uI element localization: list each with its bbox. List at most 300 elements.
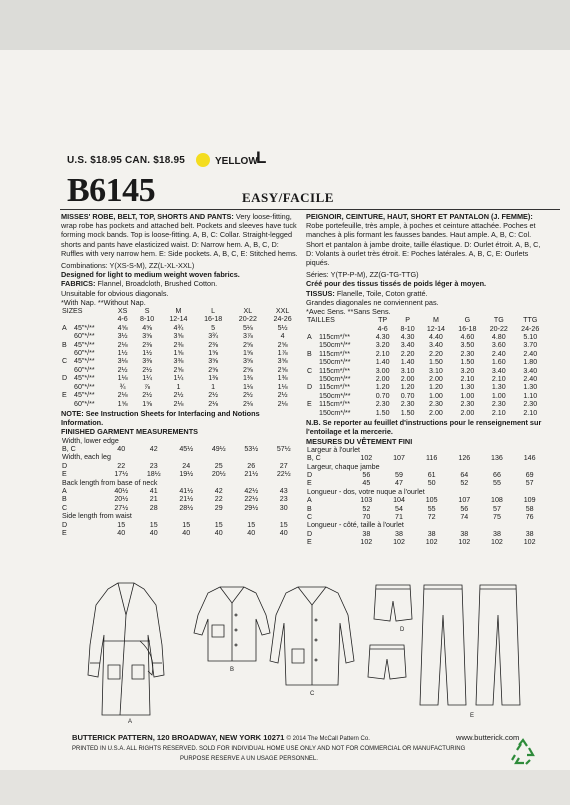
french-finished-title: MESURES DU VÊTEMENT FINI xyxy=(306,436,413,446)
yardage-row xyxy=(306,383,546,391)
fabric-width: 150cm*/** xyxy=(319,341,351,350)
yardage-cell: 1.30 xyxy=(523,383,538,392)
yardage-cell: 2⅝ xyxy=(277,365,288,374)
measure-cell: 21½ xyxy=(244,470,259,479)
yardage-row xyxy=(61,357,300,365)
measure-view: D xyxy=(307,529,313,538)
french-title: PEIGNOIR, CEINTURE, HAUT, SHORT ET PANTALON (J. FEMME): xyxy=(306,212,533,221)
measure-cell: 76 xyxy=(525,512,534,521)
yardage-row xyxy=(306,392,546,400)
measure-cell: 22½ xyxy=(244,495,259,504)
size-range: 16-18 xyxy=(204,315,223,324)
yardage-cell: 2½ xyxy=(142,365,153,374)
yardage-cell: 2.30 xyxy=(429,400,443,409)
yardage-cell: 1 xyxy=(211,382,216,391)
yardage-row xyxy=(306,333,546,341)
size-header-row xyxy=(306,316,546,324)
measure-cell: 57 xyxy=(493,504,501,513)
yardage-cell: 3.00 xyxy=(375,366,390,375)
size-range: 12-14 xyxy=(169,315,188,324)
yardage-cell: 1⅛ xyxy=(277,382,288,391)
measure-cell: 41½ xyxy=(179,486,194,495)
fabric-width: 60"*/** xyxy=(74,332,95,341)
price-label: U.S. $18.95 CAN. $18.95 xyxy=(67,155,185,166)
measure-view: A xyxy=(307,496,312,505)
yardage-row xyxy=(306,409,546,417)
yardage-cell: 3.60 xyxy=(491,341,506,350)
size-col: XS xyxy=(117,307,128,316)
yardage-cell: 1.20 xyxy=(400,383,415,392)
yardage-cell: 4.40 xyxy=(429,333,443,342)
yardage-cell: 1⅝ xyxy=(173,349,184,358)
measure-row xyxy=(306,530,546,538)
measure-cell: 28 xyxy=(149,503,158,512)
bottom-shadow xyxy=(0,770,570,805)
measure-cell: 40 xyxy=(279,528,288,537)
measure-cell: 116 xyxy=(425,454,438,463)
english-measurements-table xyxy=(61,437,300,538)
size-range: 16-18 xyxy=(458,324,477,333)
yardage-cell: 4.30 xyxy=(400,333,415,342)
yardage-cell: 1.80 xyxy=(523,358,538,367)
measure-cell: 24 xyxy=(182,461,191,470)
fabrics-text: Flannel, Broadcloth, Brushed Cotton. xyxy=(97,279,218,289)
measure-view: D xyxy=(62,520,68,529)
fabric-width: 60"*/** xyxy=(74,349,95,358)
yardage-cell: 3.40 xyxy=(491,366,506,375)
footer-printed: PRINTED IN U.S.A. ALL RIGHTS RESERVED. SOLD FOR INDIVIDUAL HOME USE ONLY AND NOT FOR COMMERCIAL OR MANUFACTURING xyxy=(72,746,466,752)
measure-cell: 22 xyxy=(214,495,223,504)
yardage-cell: 1⅛ xyxy=(242,382,253,391)
size-col: TG xyxy=(493,316,504,325)
size-range: 20-22 xyxy=(238,315,257,324)
measure-cell: 15 xyxy=(182,520,191,529)
fabric-width: 150cm*/** xyxy=(319,391,351,400)
yardage-cell: 2⅛ xyxy=(277,399,288,408)
yardage-cell: 4 xyxy=(280,332,285,341)
measure-view: D xyxy=(307,470,313,479)
measure-row xyxy=(61,445,300,453)
yardage-row xyxy=(61,366,300,374)
yardage-row xyxy=(61,400,300,408)
yardage-cell: 1⅝ xyxy=(208,349,219,358)
yardage-cell: 2.30 xyxy=(523,400,538,409)
yardage-cell: 1⅝ xyxy=(242,349,253,358)
view-letter: B xyxy=(62,340,67,349)
yardage-cell: 1.40 xyxy=(400,358,415,367)
measure-group-row xyxy=(61,479,300,487)
yardage-cell: 1⅞ xyxy=(277,349,288,358)
measure-cell: 61 xyxy=(427,470,436,479)
yardage-cell: 1.60 xyxy=(491,358,506,367)
measure-cell: 109 xyxy=(523,496,536,505)
yardage-cell: 1⅜ xyxy=(277,374,288,383)
yardage-cell: 2½ xyxy=(142,391,153,400)
view-letter xyxy=(61,349,73,357)
measure-row xyxy=(61,487,300,495)
yardage-cell: 0.70 xyxy=(400,391,415,400)
measure-cell: 146 xyxy=(523,454,536,463)
yardage-cell: 3⅜ xyxy=(142,357,153,366)
label-e: E xyxy=(470,713,475,719)
french-sens: *Avec Sens. **Sans Sens. xyxy=(306,307,391,317)
french-grandes: Grandes diagonales ne conviennent pas. xyxy=(306,297,439,307)
yardage-cell: 1⅛ xyxy=(117,374,128,383)
measure-cell: 27 xyxy=(279,461,288,470)
measure-cell: 28½ xyxy=(179,503,194,512)
measure-cell: 40½ xyxy=(114,486,129,495)
yardage-cell: 1½ xyxy=(142,349,153,358)
pattern-number: B6145 xyxy=(67,172,156,209)
yardage-cell: 2⅛ xyxy=(208,399,219,408)
fabric-width: 45"*/** xyxy=(74,357,95,366)
measure-cell: 40 xyxy=(247,528,256,537)
measure-view: E xyxy=(62,470,67,479)
measure-cell: 75 xyxy=(493,512,501,521)
french-series: Séries: Y(TP-P-M), ZZ(G-TG-TTG) xyxy=(306,270,419,280)
measure-cell: 57½ xyxy=(276,444,291,453)
measure-view: B, C xyxy=(62,444,76,453)
yardage-cell: 1.50 xyxy=(400,408,415,417)
view-letter xyxy=(306,392,318,400)
measure-row xyxy=(61,504,300,512)
robe-a-drawing xyxy=(88,583,164,715)
measure-cell: 56 xyxy=(362,470,371,479)
fabric-width: 45"*/** xyxy=(74,323,95,332)
measure-cell: 26 xyxy=(247,461,256,470)
measure-cell: 56 xyxy=(460,504,469,513)
english-column xyxy=(61,212,300,537)
sizes-label: TAILLES xyxy=(307,316,335,325)
measure-cell: 15 xyxy=(247,520,256,529)
measure-cell: 71 xyxy=(395,512,403,521)
measure-cell: 102 xyxy=(360,454,373,463)
measure-row xyxy=(61,495,300,503)
french-cree: Créé pour des tissus tissés de poids léger à moyen. xyxy=(306,279,487,289)
measure-group-row xyxy=(61,437,300,445)
measure-title: Largeur à l'ourlet xyxy=(307,445,361,454)
fabric-width: 45"*/** xyxy=(74,340,95,349)
measure-cell: 25 xyxy=(214,461,223,470)
measure-cell: 42 xyxy=(214,486,223,495)
measure-cell: 53½ xyxy=(244,444,259,453)
measure-cell: 38 xyxy=(362,529,371,538)
recycle-icon xyxy=(508,738,538,768)
yardage-cell: 2.10 xyxy=(523,408,538,417)
measure-view: B, C xyxy=(307,454,321,463)
yardage-cell: 2⅛ xyxy=(242,399,253,408)
english-yardage-table xyxy=(61,307,300,408)
yardage-cell: 2⅝ xyxy=(242,365,253,374)
measure-cell: 40 xyxy=(182,528,191,537)
measure-cell: 43 xyxy=(279,486,288,495)
measure-cell: 15 xyxy=(117,520,126,529)
measure-title: Side length from waist xyxy=(62,512,132,521)
measure-cell: 38 xyxy=(493,529,501,538)
measure-title: Longueur - dos, votre nuque a l'ourlet xyxy=(307,487,425,496)
header-rule xyxy=(60,209,560,210)
measure-cell: 40 xyxy=(149,528,158,537)
yardage-cell: 1.50 xyxy=(460,358,475,367)
fabric-width: 115cm*/** xyxy=(319,366,351,375)
yardage-cell: 3⅝ xyxy=(173,332,184,341)
yardage-cell: 2⅜ xyxy=(142,340,153,349)
footer-purpose: PURPOSE RESERVE A UN USAGE PERSONNEL. xyxy=(180,756,318,762)
fabric-width: 60"*/** xyxy=(74,365,95,374)
yardage-cell: 2⅛ xyxy=(117,391,128,400)
measure-cell: 47 xyxy=(395,479,403,488)
yardage-cell: 3.10 xyxy=(429,366,443,375)
english-nap: *With Nap. **Without Nap. xyxy=(61,297,146,307)
fabric-width: 60"*/** xyxy=(74,382,95,391)
view-letter xyxy=(61,400,73,408)
measure-row xyxy=(61,462,300,470)
pants-e-drawing xyxy=(420,585,520,705)
measure-cell: 64 xyxy=(460,470,469,479)
yardage-row xyxy=(306,375,546,383)
size-col: M xyxy=(432,316,439,325)
measure-cell: 69 xyxy=(525,470,534,479)
measure-cell: 50 xyxy=(427,479,436,488)
view-letter xyxy=(306,341,318,349)
view-letter xyxy=(306,358,318,366)
yardage-cell: 2⅛ xyxy=(173,399,184,408)
french-measurements-table xyxy=(306,446,546,547)
top-c-drawing xyxy=(270,587,354,685)
yardage-cell: 2.10 xyxy=(460,375,475,384)
yardage-cell: 2.20 xyxy=(429,349,443,358)
size-range: 4-6 xyxy=(377,324,388,333)
measure-cell: 52 xyxy=(362,504,371,513)
measure-view: B xyxy=(62,495,67,504)
measure-view: A xyxy=(62,486,67,495)
shorts-d-drawing xyxy=(368,585,412,679)
measure-cell: 30 xyxy=(279,503,288,512)
fabrics-label: FABRICS: xyxy=(61,279,96,289)
yardage-cell: 2.40 xyxy=(523,349,538,358)
yardage-cell: 2.30 xyxy=(491,400,506,409)
measure-cell: 38 xyxy=(395,529,403,538)
size-range: 8-10 xyxy=(140,315,155,324)
size-range: 8-10 xyxy=(400,324,415,333)
yardage-cell: 3.70 xyxy=(523,341,538,350)
measure-cell: 107 xyxy=(393,454,405,463)
view-letter: E xyxy=(307,400,312,409)
yardage-cell: 5½ xyxy=(277,323,288,332)
yardage-cell: 5⅛ xyxy=(242,323,253,332)
yardage-cell: 1⅜ xyxy=(208,374,219,383)
yardage-row xyxy=(61,374,300,382)
measure-row xyxy=(61,470,300,478)
yardage-cell: 2.00 xyxy=(429,375,443,384)
yardage-row xyxy=(306,358,546,366)
size-col: TTG xyxy=(523,316,538,325)
measure-cell: 40 xyxy=(214,528,223,537)
yardage-cell: 3.40 xyxy=(400,341,415,350)
measure-cell: 102 xyxy=(425,538,438,547)
yardage-cell: 4⅝ xyxy=(142,323,153,332)
yardage-cell: 1.00 xyxy=(429,391,443,400)
view-letter xyxy=(306,409,318,417)
measure-row xyxy=(61,529,300,537)
yardage-cell: 2.40 xyxy=(523,375,538,384)
yardage-cell: 2.00 xyxy=(375,375,390,384)
measure-cell: 55 xyxy=(427,504,436,513)
measure-cell: 70 xyxy=(362,512,371,521)
yardage-cell: 1.50 xyxy=(429,358,443,367)
measure-cell: 27½ xyxy=(114,503,129,512)
yardage-cell: 1.10 xyxy=(523,391,538,400)
english-title: MISSES' ROBE, BELT, TOP, SHORTS AND PANTS: xyxy=(61,212,234,221)
french-column xyxy=(306,212,546,547)
size-range: 24-26 xyxy=(521,324,540,333)
measure-cell: 15 xyxy=(279,520,288,529)
size-code: L xyxy=(256,148,267,167)
measure-group-row xyxy=(61,453,300,461)
yardage-cell: 2⅝ xyxy=(173,365,184,374)
fabric-width: 115cm*/** xyxy=(319,383,351,392)
measure-cell: 22½ xyxy=(276,470,291,479)
measure-cell: 45 xyxy=(362,479,371,488)
measure-title: Width, lower edge xyxy=(62,436,119,445)
yardage-cell: 4.80 xyxy=(491,333,506,342)
measure-cell: 21 xyxy=(149,495,158,504)
yardage-cell: 2.10 xyxy=(375,349,390,358)
fabric-width: 45"*/** xyxy=(74,374,95,383)
measure-cell: 20½ xyxy=(211,470,226,479)
tissus-text: Flanelle, Toile, Coton gratté. xyxy=(336,288,428,298)
yardage-cell: 2⅜ xyxy=(208,340,219,349)
view-letter: B xyxy=(307,349,312,358)
measure-cell: 102 xyxy=(491,538,503,547)
top-b-drawing xyxy=(194,587,270,661)
yardage-cell: 1¼ xyxy=(142,374,153,383)
fabric-width: 115cm*/** xyxy=(319,349,351,358)
yardage-cell: 2½ xyxy=(208,391,219,400)
sizes-label: SIZES xyxy=(62,307,83,316)
range-row xyxy=(306,325,546,333)
yardage-cell: 3⅝ xyxy=(277,357,288,366)
measure-cell: 20½ xyxy=(114,495,129,504)
yardage-cell: 1 xyxy=(176,382,181,391)
english-unsuitable: Unsuitable for obvious diagonals. xyxy=(61,288,169,298)
yardage-row xyxy=(306,400,546,408)
measure-cell: 108 xyxy=(491,496,503,505)
measure-cell: 23 xyxy=(149,461,158,470)
measure-cell: 22 xyxy=(117,461,126,470)
yardage-cell: 4.30 xyxy=(375,333,390,342)
measure-cell: 103 xyxy=(360,496,373,505)
yardage-cell: 3.40 xyxy=(523,366,538,375)
measure-cell: 21½ xyxy=(179,495,194,504)
yardage-cell: 1⅝ xyxy=(142,399,153,408)
measure-cell: 40 xyxy=(117,528,126,537)
measure-view: E xyxy=(62,528,67,537)
view-letter: A xyxy=(307,333,312,342)
label-c: C xyxy=(310,691,315,697)
range-row xyxy=(61,315,300,323)
measure-cell: 102 xyxy=(458,538,471,547)
measure-title: Longueur - côté, taille à l'ourlet xyxy=(307,521,404,530)
yardage-cell: 2⅝ xyxy=(208,365,219,374)
size-col: XL xyxy=(243,307,253,316)
yardage-cell: 3.50 xyxy=(460,341,475,350)
yardage-cell: 1.00 xyxy=(491,391,506,400)
fabric-width: 60"*/** xyxy=(74,399,95,408)
measure-cell: 18½ xyxy=(146,470,161,479)
yardage-cell: 2.30 xyxy=(460,349,475,358)
size-range: 20-22 xyxy=(489,324,508,333)
website-url[interactable]: www.butterick.com xyxy=(456,733,520,742)
measure-view: C xyxy=(62,503,68,512)
fabric-width: 115cm*/** xyxy=(319,400,351,409)
yardage-cell: 3.40 xyxy=(429,341,443,350)
yardage-cell: 1.40 xyxy=(375,358,390,367)
measure-cell: 42½ xyxy=(244,486,259,495)
french-description: Robe portefeuille, très ample, à poches et ceinture attachée. Poches et manches à plis formant les fausses bandes. Haut ample. A, B, C: Col. Short et pantalon à jambe droite, taille élastique. D: Ourlet étroit. A, B, C, D: Volants à ourlet très étroit. E: Poches latérales. A, B, C, E: Ourlets piqués. xyxy=(306,221,541,268)
measure-cell: 41 xyxy=(149,486,158,495)
size-range: 12-14 xyxy=(426,324,446,333)
measure-cell: 15 xyxy=(214,520,223,529)
tissus-label: TISSUS: xyxy=(306,288,335,298)
view-letter: C xyxy=(62,357,68,366)
measure-row xyxy=(61,521,300,529)
yardage-cell: ⅞ xyxy=(144,382,151,391)
measure-cell: 38 xyxy=(460,529,469,538)
yardage-cell: 2.10 xyxy=(491,408,506,417)
yardage-cell: 1½ xyxy=(117,349,128,358)
size-col: S xyxy=(144,307,150,316)
measure-cell: 74 xyxy=(460,512,469,521)
yardage-cell: 3.10 xyxy=(400,366,415,375)
fabric-width: 150cm*/** xyxy=(319,408,351,417)
copyright: © 2014 The McCall Pattern Co. xyxy=(286,736,370,742)
measure-cell: 29½ xyxy=(244,503,259,512)
measure-group-row xyxy=(306,446,546,454)
yellow-dot-icon xyxy=(196,153,210,167)
measure-row xyxy=(306,479,546,487)
measure-row xyxy=(306,513,546,521)
measure-cell: 15 xyxy=(149,520,158,529)
fabric-width: 150cm*/** xyxy=(319,375,351,384)
measure-cell: 107 xyxy=(458,496,471,505)
garment-line-art xyxy=(70,575,540,725)
measure-cell: 136 xyxy=(491,454,503,463)
measure-cell: 104 xyxy=(393,496,405,505)
yardage-cell: 2.10 xyxy=(491,375,506,384)
measure-cell: 57 xyxy=(525,479,534,488)
measure-title: Largeur, chaque jambe xyxy=(307,462,380,471)
yardage-row xyxy=(306,367,546,375)
size-col: TP xyxy=(378,316,388,325)
footer-company xyxy=(72,733,370,742)
measure-cell: 45½ xyxy=(179,444,194,453)
yardage-cell: 3⅝ xyxy=(142,332,153,341)
yardage-cell: 1.50 xyxy=(375,408,390,417)
yardage-cell: 1⅝ xyxy=(117,399,128,408)
english-combinations: Combinations: Y(XS-S-M), ZZ(L-XL-XXL) xyxy=(61,261,195,271)
measure-view: C xyxy=(307,512,313,521)
measure-view: E xyxy=(307,538,312,547)
measure-cell: 42 xyxy=(149,444,158,453)
size-col: G xyxy=(464,316,471,325)
measure-title: Width, each leg xyxy=(62,453,111,462)
view-letter xyxy=(61,332,73,340)
measure-cell: 58 xyxy=(525,504,534,513)
yardage-row xyxy=(306,341,546,349)
yardage-row xyxy=(61,383,300,391)
yardage-cell: 2.30 xyxy=(400,400,415,409)
